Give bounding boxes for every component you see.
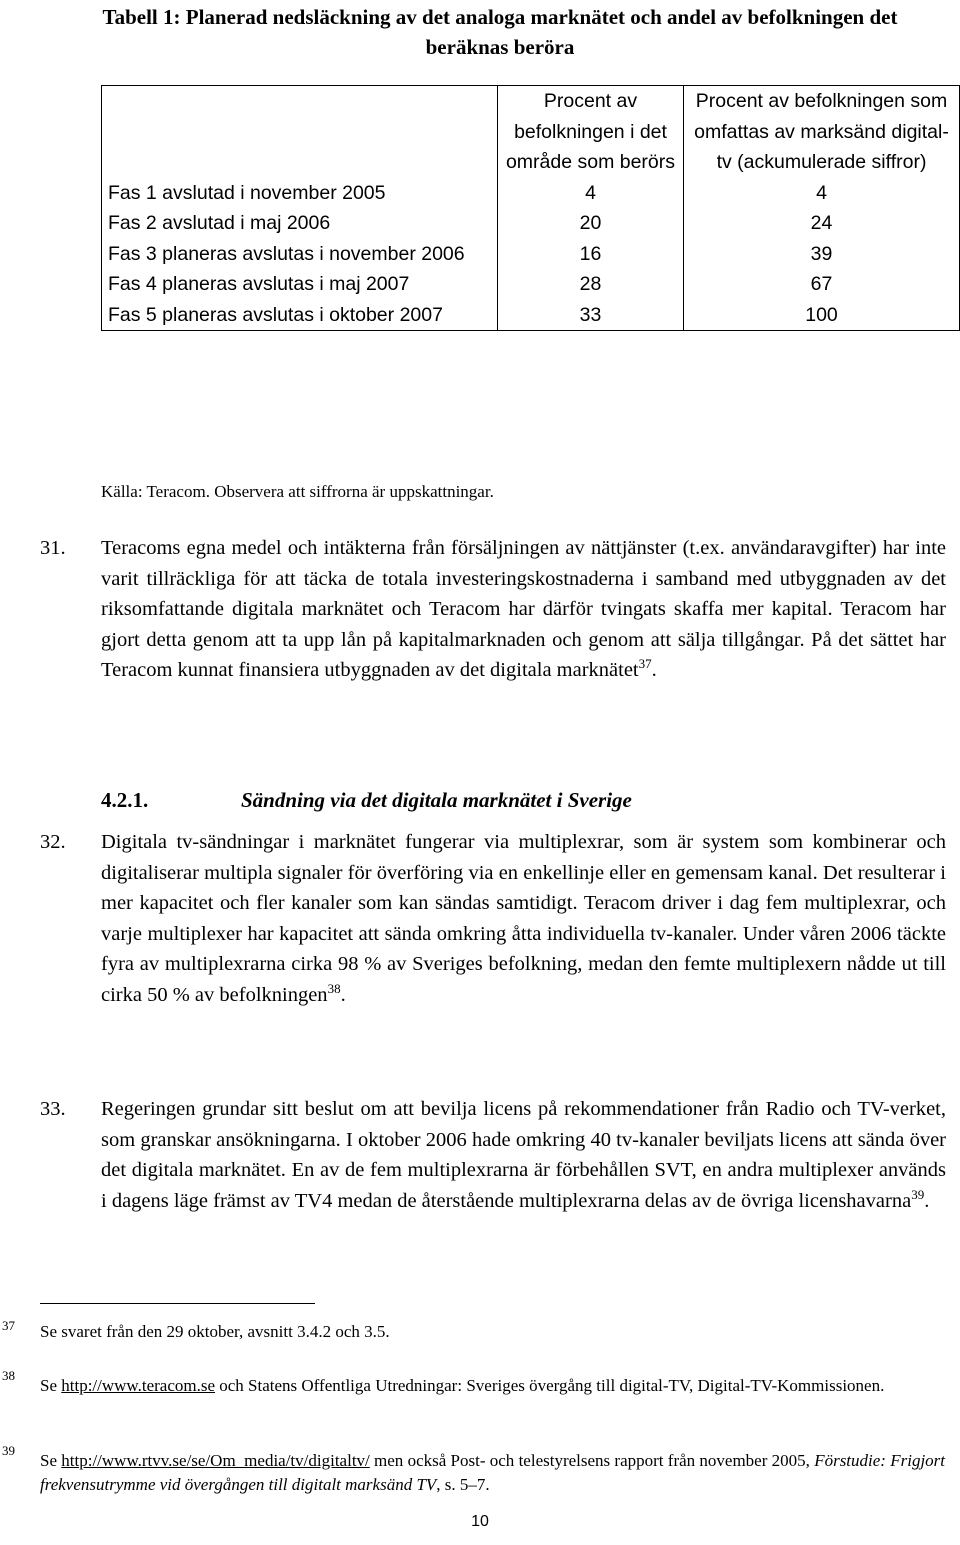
footnote-text: och Statens Offentliga Utredningar: Sveriges övergång till digital-TV, Digital-TV-Kommissionen.	[215, 1376, 885, 1395]
row-phase: Fas 4 planeras avslutas i maj 2007	[102, 269, 498, 300]
footnote-text: , s. 5–7.	[436, 1475, 490, 1494]
header-cum-pct: Procent av befolkningen som omfattas av marksänd digital-tv (ackumulerade siffror)	[684, 86, 960, 178]
header-phase	[102, 86, 498, 178]
row-area-pct: 33	[498, 300, 684, 331]
row-area-pct: 28	[498, 269, 684, 300]
row-cum-pct: 67	[684, 269, 960, 300]
row-area-pct: 4	[498, 178, 684, 209]
report-title: Förstudie: Frigjort frekvensutrymme vid övergången till digitalt marksänd TV	[40, 1451, 946, 1494]
paragraph-end: .	[924, 1189, 930, 1212]
footnote-text: Se	[40, 1376, 62, 1395]
paragraph-number: 31.	[40, 537, 66, 559]
footnote-separator	[40, 1303, 315, 1304]
row-phase: Fas 5 planeras avslutas i oktober 2007	[102, 300, 498, 331]
row-phase: Fas 1 avslutad i november 2005	[102, 178, 498, 209]
footnote-number: 37	[2, 1318, 15, 1333]
section-heading	[101, 785, 632, 815]
phase-table	[101, 85, 960, 331]
paragraph-end: .	[651, 659, 657, 681]
row-cum-pct: 39	[684, 239, 960, 270]
row-area-pct: 20	[498, 208, 684, 239]
paragraph-number: 32.	[40, 831, 66, 853]
section-title: Sändning via det digitala marknätet i Sverige	[241, 788, 632, 812]
paragraph-text: Teracoms egna medel och intäkterna från försäljningen av nättjänster (t.ex. användaravgifter) har inte varit tillräckliga för att täcka de totala investeringskostnaderna i samband med utbyggnaden av det riksomfattande digitala marknätet och Teracom har därför tvingats skaffa mer kapital. Teracom har gjort detta genom att ta upp lån på kapitalmarknaden och genom att sälja tillgångar. På det sättet har Teracom kunnat finansiera utbyggnaden av det digitala marknätet	[101, 537, 946, 681]
page-number: 10	[471, 1513, 489, 1530]
table-row	[102, 239, 960, 270]
paragraph-number: 33.	[40, 1098, 66, 1120]
table-row	[102, 269, 960, 300]
table-row	[102, 300, 960, 331]
row-cum-pct: 24	[684, 208, 960, 239]
paragraph-text: Digitala tv-sändningar i marknätet fungerar via multiplexrar, som är system som kombinerar och digitaliserar multipla signaler för överföring via en enkellinje eller en gemensam kanal. Det resulterar i mer kapacitet och fler kanaler som kan sändas samtidigt. Teracom driver i dag fem multiplexrar, och varje multiplexer har kapacitet att sända omkring åtta individuella tv-kanaler. Under våren 2006 täckte fyra av multiplexrarna cirka 98 % av Sveriges befolkning, medan den femte multiplexern nådde ut till cirka 50 % av befolkningen	[101, 831, 946, 1006]
paragraph-31	[101, 533, 946, 686]
paragraph-32	[101, 827, 946, 1010]
row-area-pct: 16	[498, 239, 684, 270]
footnote-number: 39	[2, 1443, 15, 1458]
footnote-text: men också Post- och telestyrelsens rapport från november 2005,	[369, 1451, 815, 1470]
section-number: 4.2.1.	[101, 788, 149, 812]
table-title: Tabell 1: Planerad nedsläckning av det analoga marknätet och andel av befolkningen det beräknas beröra	[102, 5, 898, 59]
footnote-37: Se svaret från den 29 oktober, avsnitt 3.4.2 och 3.5.	[40, 1322, 390, 1341]
row-phase: Fas 2 avslutad i maj 2006	[102, 208, 498, 239]
footnote-ref-38[interactable]: 38	[327, 980, 341, 996]
footnote-ref-39[interactable]: 39	[911, 1186, 925, 1202]
table-row	[102, 208, 960, 239]
table-source: Källa: Teracom. Observera att siffrorna är uppskattningar.	[101, 482, 494, 501]
footnote-38	[40, 1374, 945, 1398]
paragraph-end: .	[340, 983, 346, 1006]
row-phase: Fas 3 planeras avslutas i november 2006	[102, 239, 498, 270]
row-cum-pct: 4	[684, 178, 960, 209]
row-cum-pct: 100	[684, 300, 960, 331]
header-area-pct: Procent av befolkningen i det område som berörs	[498, 86, 684, 178]
footnote-number: 38	[2, 1368, 15, 1383]
paragraph-text: Regeringen grundar sitt beslut om att bevilja licens på rekommendationer från Radio och TV-verket, som granskar ansökningarna. I oktober 2006 hade omkring 40 tv-kanaler beviljats licens att sända över det digitala marknätet. En av de fem multiplexrarna är förbehållen SVT, en andra multiplexer används i dagens läge främst av TV4 medan de återstående multiplexrarna delas av de övriga licenshavarna	[101, 1098, 946, 1212]
footnote-text: Se	[40, 1451, 62, 1470]
rtvv-link[interactable]: http://www.rtvv.se/se/Om_media/tv/digitaltv/	[61, 1451, 370, 1470]
footnote-39	[40, 1449, 945, 1497]
paragraph-33	[101, 1094, 946, 1216]
table-row	[102, 178, 960, 209]
footnote-ref-37[interactable]: 37	[638, 656, 652, 672]
teracom-link[interactable]: http://www.teracom.se	[61, 1376, 215, 1395]
